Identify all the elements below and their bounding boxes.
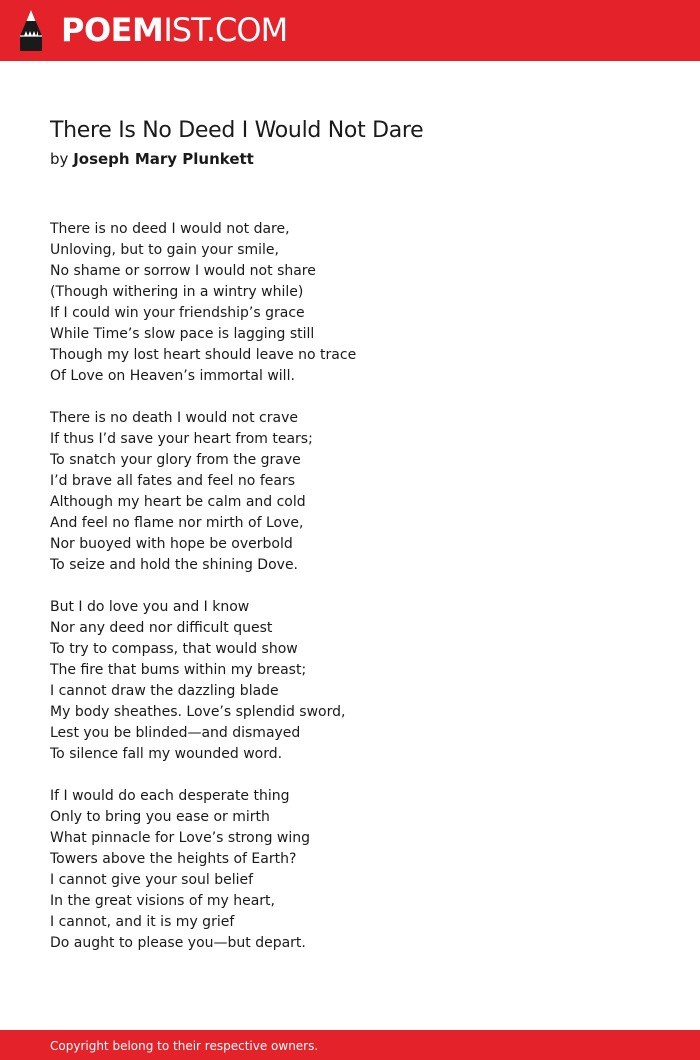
poem-line: I’d brave all fates and feel no fears xyxy=(50,473,295,489)
poem-line: Nor buoyed with hope be overbold xyxy=(50,536,293,552)
poem-line: What pinnacle for Love’s strong wing xyxy=(50,830,311,846)
pencil-tip-icon[interactable] xyxy=(17,9,45,52)
byline xyxy=(50,148,254,170)
poem-body xyxy=(50,219,650,975)
site-logo-link[interactable] xyxy=(61,12,287,48)
poem-line: No shame or sorrow I would not share xyxy=(50,263,316,279)
author-name: Joseph Mary Plunkett xyxy=(73,150,254,168)
poem-line: Unloving, but to gain your smile, xyxy=(50,242,279,258)
poem-line: If I could win your friendship’s grace xyxy=(50,305,305,321)
poem-line: Nor any deed nor difficult quest xyxy=(50,620,273,636)
poem-line: Although my heart be calm and cold xyxy=(50,494,306,510)
site-header xyxy=(0,0,700,61)
stanza xyxy=(50,786,650,954)
stanza xyxy=(50,408,650,576)
poem-line: Of Love on Heaven’s immortal will. xyxy=(50,368,295,384)
poem-line: I cannot give your soul belief xyxy=(50,872,254,888)
poem-line: But I do love you and I know xyxy=(50,599,250,615)
poem-line: And feel no flame nor mirth of Love, xyxy=(50,515,304,531)
site-footer xyxy=(0,1030,700,1060)
byline-prefix: by xyxy=(50,150,69,168)
logo-name-light: IST.COM xyxy=(163,11,288,49)
poem-line: There is no deed I would not dare, xyxy=(50,221,290,237)
copyright-notice: Copyright belong to their respective owners. xyxy=(50,1039,319,1053)
poem-line: To silence fall my wounded word. xyxy=(50,746,283,762)
poem-line: If thus I’d save your heart from tears; xyxy=(50,431,313,447)
poem-line: (Though withering in a wintry while) xyxy=(50,284,304,300)
poem-line: There is no death I would not crave xyxy=(50,410,298,426)
poem-line: To try to compass, that would show xyxy=(50,641,298,657)
poem-line: My body sheathes. Love’s splendid sword, xyxy=(50,704,346,720)
poem-line: Only to bring you ease or mirth xyxy=(50,809,270,825)
poem-line: Lest you be blinded—and dismayed xyxy=(50,725,301,741)
poem-line: Though my lost heart should leave no trace xyxy=(50,347,357,363)
poem-line: Do aught to please you—but depart. xyxy=(50,935,306,951)
poem-title: There Is No Deed I Would Not Dare xyxy=(50,118,424,143)
poem-line: I cannot, and it is my grief xyxy=(50,914,235,930)
poem-line: While Time’s slow pace is lagging still xyxy=(50,326,315,342)
poem-line: To snatch your glory from the grave xyxy=(50,452,301,468)
poem-line: In the great visions of my heart, xyxy=(50,893,275,909)
poem-line: Towers above the heights of Earth? xyxy=(50,851,297,867)
poem-line: If I would do each desperate thing xyxy=(50,788,290,804)
poem-line: To seize and hold the shining Dove. xyxy=(50,557,299,573)
stanza xyxy=(50,597,650,765)
poem-line: The fire that bums within my breast; xyxy=(50,662,307,678)
stanza xyxy=(50,219,650,387)
logo-name-bold: POEM xyxy=(61,11,164,49)
poem-line: I cannot draw the dazzling blade xyxy=(50,683,279,699)
